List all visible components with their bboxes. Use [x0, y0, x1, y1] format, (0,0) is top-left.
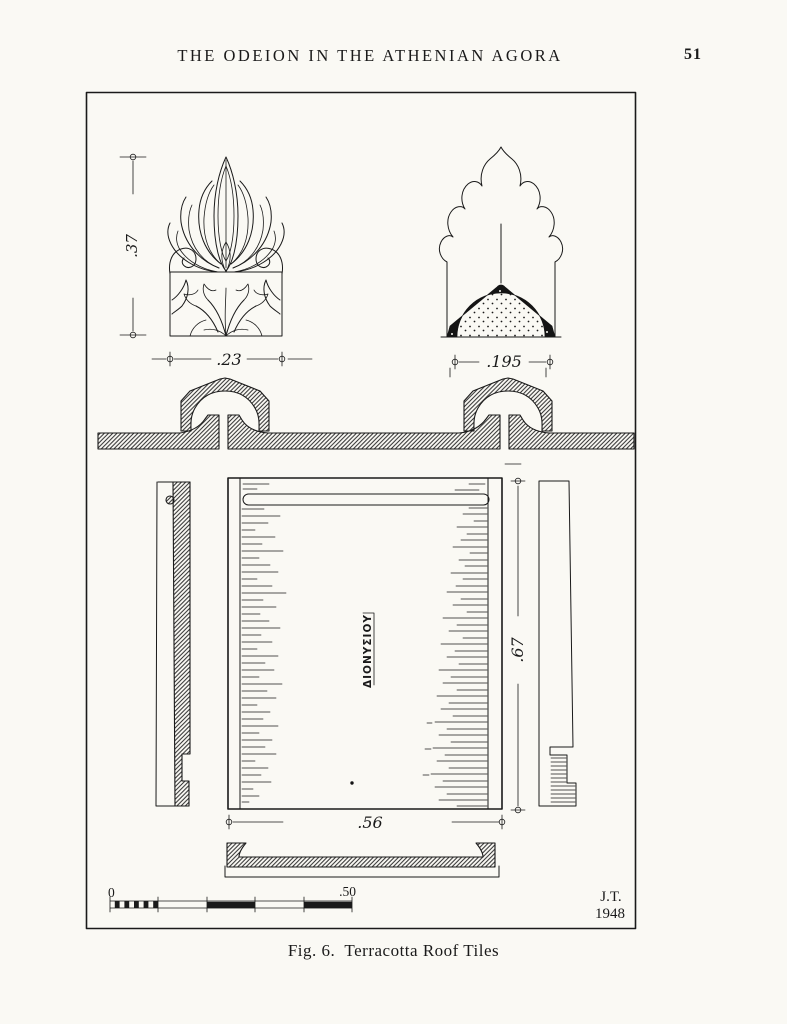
cover-tile-section-right: [464, 378, 552, 431]
pan-tile-transverse-section: [225, 843, 499, 877]
scale-zero-label: 0: [108, 885, 115, 900]
tile-length-dimension: [505, 464, 527, 813]
stamp-text: ΔΙΟΝΥΣΙΟΥ: [362, 614, 374, 688]
pan-tile-section-left: [98, 415, 219, 449]
antefix-front-view: [168, 157, 284, 336]
cover-width-dimension: [450, 352, 553, 377]
antefix-back-view: [439, 147, 562, 337]
tile-side-section-left: [156, 482, 190, 806]
dim-56-label: .56: [357, 813, 383, 832]
page-header-title: THE ODEION IN THE ATHENIAN AGORA: [177, 46, 563, 65]
signature-year: 1948: [595, 906, 625, 922]
tile-width-dimension: [226, 813, 505, 832]
tile-side-elevation-right: [539, 481, 576, 806]
pan-tile-plan: [228, 478, 502, 809]
stippled-core: [457, 293, 545, 337]
figure-frame: [87, 93, 636, 929]
pan-tile-section-right: [509, 415, 634, 449]
antefix-width-dimension: [152, 350, 312, 369]
right-edge-texture: [423, 484, 487, 806]
dim-37-label: .37: [123, 234, 141, 258]
scale-bar: [108, 884, 356, 912]
left-edge-texture: [242, 484, 286, 802]
dim-23-label: .23: [216, 350, 242, 369]
dim-195-label: .195: [486, 352, 522, 371]
roof-cross-section: [98, 378, 634, 449]
finger-ridge-band: [243, 494, 489, 505]
scale-end-label: .50: [339, 884, 356, 899]
signature-initials: J.T.: [600, 889, 622, 905]
cover-tile-section-left: [181, 378, 269, 431]
figure-caption: Fig. 6. Terracotta Roof Tiles: [287, 941, 500, 960]
artist-signature: [595, 889, 625, 922]
dim-67-label: .67: [508, 637, 527, 663]
rim-knob: [166, 496, 174, 504]
broken-end-texture: [551, 758, 575, 802]
maker-stamp: [362, 613, 374, 688]
plan-dot: [351, 782, 354, 785]
page-number: 51: [684, 46, 702, 63]
antefix-height-dimension: [120, 154, 146, 338]
